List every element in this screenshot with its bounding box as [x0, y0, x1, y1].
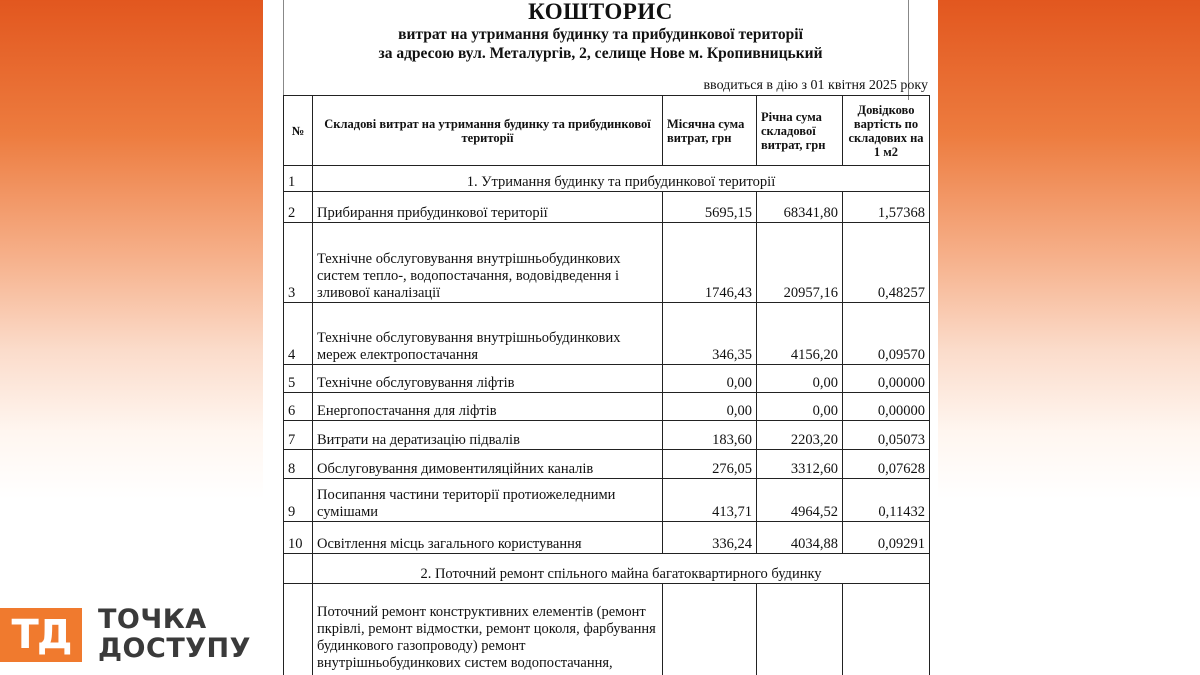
logo-badge: ТД — [0, 608, 82, 662]
row-name: Освітлення місць загального користування — [313, 522, 663, 554]
row-monthly: 276,05 — [663, 450, 757, 479]
row-name: Технічне обслуговування внутрішньобудинкових мереж електропостачання — [313, 303, 663, 365]
row-num: 9 — [284, 479, 313, 522]
logo-line1: ТОЧКА — [98, 604, 207, 635]
brand-logo — [0, 604, 265, 664]
row-rate: 0,00000 — [843, 393, 930, 421]
table-row — [284, 421, 930, 450]
row-monthly: 336,24 — [663, 522, 757, 554]
logo-wordmark — [98, 605, 251, 663]
section-row — [284, 554, 930, 584]
header-name: Складові витрат на утримання будинку та прибудинкової території — [313, 96, 663, 166]
table-row — [284, 479, 930, 522]
row-num: 6 — [284, 393, 313, 421]
table-row — [284, 192, 930, 223]
row-num — [284, 584, 313, 675]
row-num: 2 — [284, 192, 313, 223]
row-monthly: 346,35 — [663, 303, 757, 365]
table-row — [284, 450, 930, 479]
table-header-row — [284, 96, 930, 166]
row-num: 8 — [284, 450, 313, 479]
row-annual: 4964,52 — [757, 479, 843, 522]
row-monthly: 5695,15 — [663, 192, 757, 223]
row-rate: 0,09570 — [843, 303, 930, 365]
row-num: 10 — [284, 522, 313, 554]
row-name: Енергопостачання для ліфтів — [313, 393, 663, 421]
table-row — [284, 393, 930, 421]
row-monthly: 183,60 — [663, 421, 757, 450]
row-name: Поточний ремонт конструктивних елементів (ремонт пкрівлі, ремонт відмостки, ремонт цоколя, фарбування будинкового газопроводу) ремонт внутрішньобудинкових систем водопостачання, — [313, 584, 663, 675]
row-name: Витрати на дератизацію підвалів — [313, 421, 663, 450]
header-monthly: Місячна сума витрат, грн — [663, 96, 757, 166]
row-num: 7 — [284, 421, 313, 450]
section1-num: 1 — [284, 166, 313, 192]
row-monthly — [663, 584, 757, 675]
row-name: Прибирання прибудинкової території — [313, 192, 663, 223]
row-rate — [843, 584, 930, 675]
row-rate: 0,09291 — [843, 522, 930, 554]
section1-title: 1. Утримання будинку та прибудинкової території — [313, 166, 930, 192]
document-subtitle-line2: за адресою вул. Металургів, 2, селище Нове м. Кропивницький — [378, 45, 823, 62]
row-annual: 2203,20 — [757, 421, 843, 450]
row-num: 3 — [284, 223, 313, 303]
row-monthly: 0,00 — [663, 393, 757, 421]
document-page — [263, 0, 938, 675]
row-rate: 0,05073 — [843, 421, 930, 450]
row-annual: 20957,16 — [757, 223, 843, 303]
row-rate: 0,48257 — [843, 223, 930, 303]
table-row — [284, 223, 930, 303]
row-monthly: 0,00 — [663, 365, 757, 393]
row-name: Технічне обслуговування внутрішньобудинкових систем тепло-, водопостачання, водовідведення і зливової каналізації — [313, 223, 663, 303]
row-rate: 0,07628 — [843, 450, 930, 479]
row-rate: 0,11432 — [843, 479, 930, 522]
row-num: 5 — [284, 365, 313, 393]
section-row — [284, 166, 930, 192]
section2-num-cell — [284, 554, 313, 584]
table-row — [284, 522, 930, 554]
effective-date: вводиться в дію з 01 квітня 2025 року — [703, 78, 928, 93]
row-monthly: 413,71 — [663, 479, 757, 522]
row-annual: 3312,60 — [757, 450, 843, 479]
row-annual: 0,00 — [757, 365, 843, 393]
row-annual: 68341,80 — [757, 192, 843, 223]
logo-line2: ДОСТУПУ — [98, 633, 251, 664]
row-rate: 1,57368 — [843, 192, 930, 223]
document-subtitle-line1: витрат на утримання будинку та прибудинкової території — [398, 26, 803, 43]
row-rate: 0,00000 — [843, 365, 930, 393]
row-annual: 4156,20 — [757, 303, 843, 365]
row-name: Технічне обслуговування ліфтів — [313, 365, 663, 393]
header-annual: Річна сума складової витрат, грн — [757, 96, 843, 166]
row-annual: 4034,88 — [757, 522, 843, 554]
table-row — [284, 584, 930, 675]
row-num: 4 — [284, 303, 313, 365]
header-rate: Довідково вартість по складових на 1 м2 — [843, 96, 930, 166]
section2-title: 2. Поточний ремонт спільного майна багатоквартирного будинку — [313, 554, 930, 584]
table-row — [284, 365, 930, 393]
row-name: Посипання частини території протиожеледними сумішами — [313, 479, 663, 522]
estimate-table — [283, 95, 930, 675]
row-monthly: 1746,43 — [663, 223, 757, 303]
document-title: КОШТОРИС — [528, 0, 673, 24]
row-annual — [757, 584, 843, 675]
row-name: Обслуговування димовентиляційних каналів — [313, 450, 663, 479]
header-num: № — [284, 96, 313, 166]
table-row — [284, 303, 930, 365]
row-annual: 0,00 — [757, 393, 843, 421]
